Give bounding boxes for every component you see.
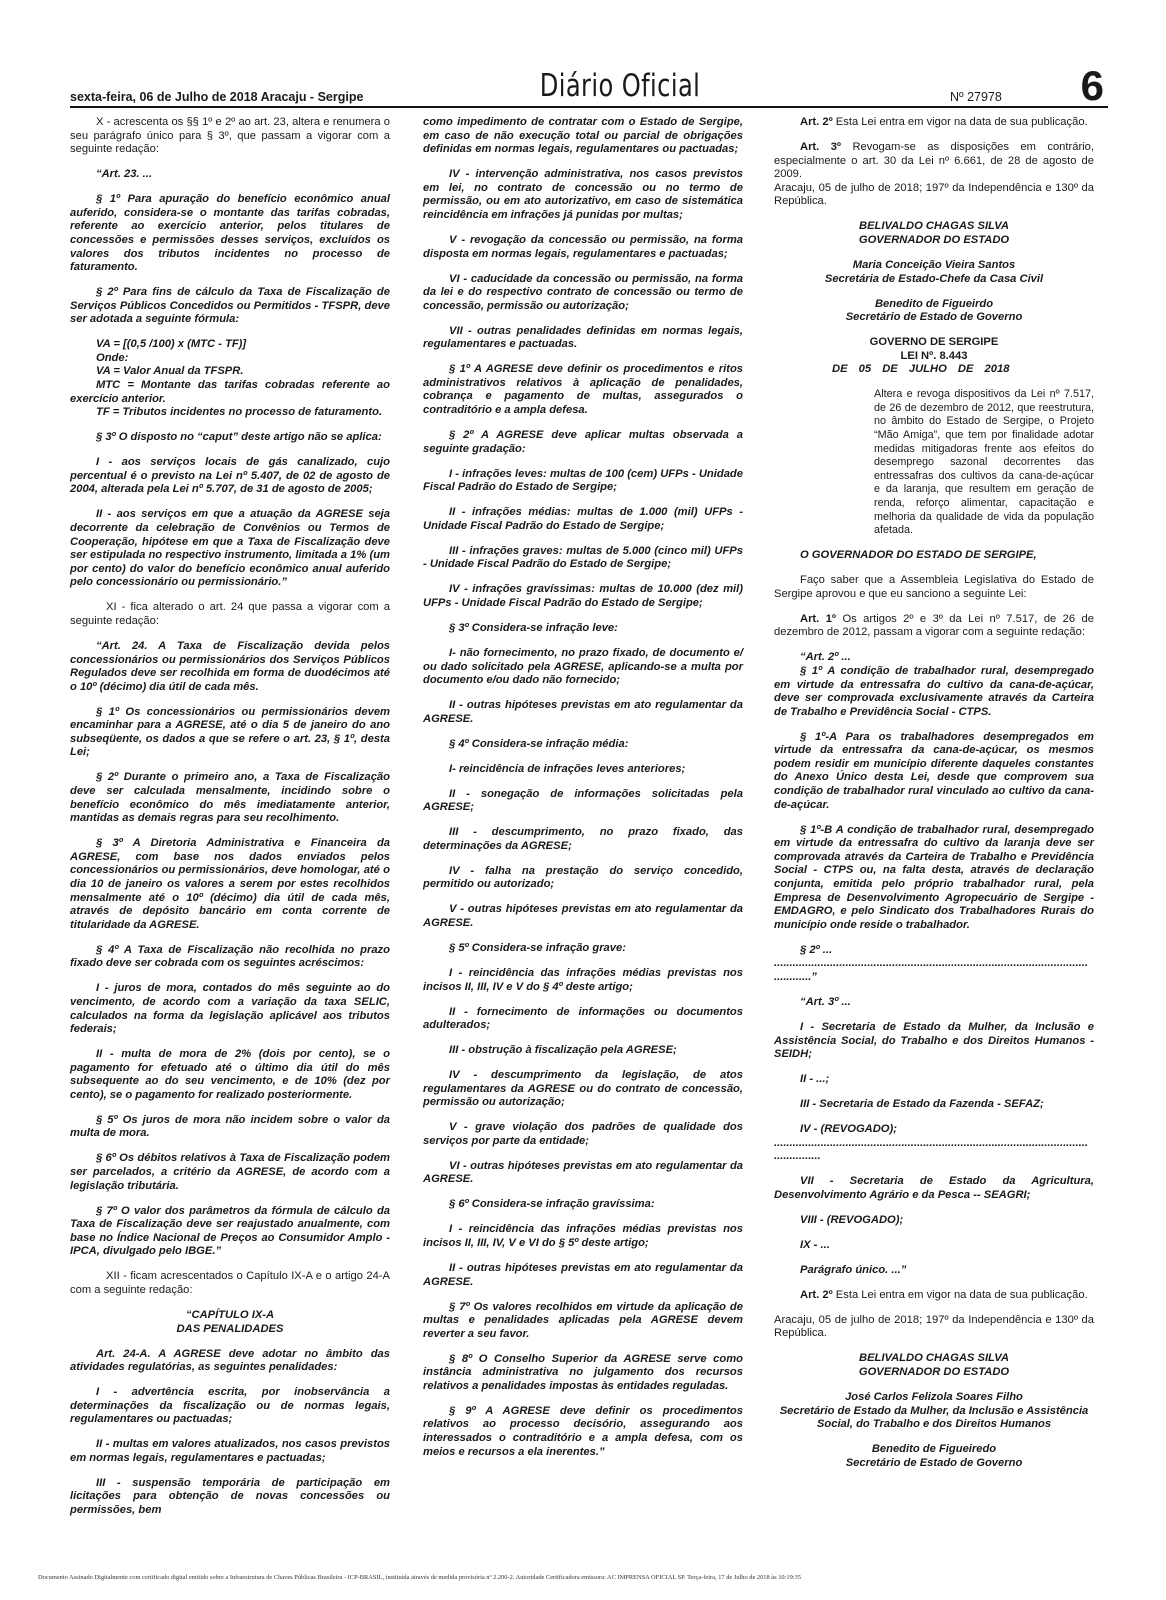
paragraph: Faço saber que a Assembleia Legislativa do Estado de Sergipe aprovou e que eu sanciono a seguinte Lei:	[774, 574, 1094, 600]
article-2	[774, 116, 1094, 130]
signatory-name: BELIVALDO CHAGAS SILVA	[858, 220, 1009, 233]
place-date: Aracaju, 05 de julho de 2018; 197º da Independência e 130º da República.	[774, 1313, 1094, 1340]
column-2	[423, 116, 743, 1471]
paragraph: V - outras hipóteses previstas em ato regulamentar da AGRESE.	[423, 903, 743, 929]
signatory-name: José Carlos Felizola Soares Filho	[845, 1390, 1023, 1403]
paragraph: II - infrações médias: multas de 1.000 (mil) UFPs - Unidade Fiscal Padrão do Estado de Sergipe;	[423, 506, 743, 532]
paragraph: § 3º Considera-se infração leve:	[449, 621, 618, 634]
paragraph: § 4º Considera-se infração média:	[449, 737, 629, 750]
paragraph: “Art. 24. A Taxa de Fiscalização devida pelos concessionários ou permissionários dos Serviços Públicos Regulados deve ser recolhida em forma de duodécimos até o 10º (décimo) dia útil de cada mês.	[70, 639, 390, 693]
paragraph: X - acrescenta os §§ 1º e 2º ao art. 23, altera e renumera o seu parágrafo único para § 3º, que passam a vigorar com a seguinte redação:	[70, 116, 390, 156]
paragraph: III - infrações graves: multas de 5.000 (cinco mil) UFPs - Unidade Fiscal Padrão do Estado de Sergipe;	[423, 544, 743, 571]
article-text: Esta Lei entra em vigor na data de sua publicação.	[835, 116, 1088, 128]
article-label: Art. 1º	[800, 612, 837, 625]
paragraph: XI - fica alterado o art. 24 que passa a vigorar com a seguinte redação:	[70, 601, 390, 627]
article-label: Art. 3º	[800, 140, 841, 153]
paragraph: § 7º Os valores recolhidos em virtude da aplicação de multas e penalidades aplicadas pela AGRESE devem reverter a seu favor.	[423, 1300, 743, 1340]
paragraph: § 2º Para fins de cálculo da Taxa de Fiscalização de Serviços Públicos Concedidos ou Permitidos - TFSPR, deve ser adotada a seguinte fórmula:	[70, 286, 390, 326]
issue-date: sexta-feira, 06 de Julho de 2018 Aracaju - Sergipe	[70, 90, 364, 104]
paragraph: § 5º Considera-se infração grave:	[449, 941, 626, 954]
article-text: Esta Lei entra em vigor na data de sua publicação.	[835, 1288, 1088, 1301]
paragraph: § 2º Durante o primeiro ano, a Taxa de Fiscalização deve ser calculada mensalmente, incidindo sobre o benefício econômico do mês imediatamente anterior, mantidas as demais regras para seu recolhimento.	[70, 771, 390, 825]
signatory-name: Benedito de Figueiredo	[871, 1443, 997, 1456]
formula-line: VA = Valor Anual da TFSPR.	[96, 365, 244, 378]
paragraph: XII - ficam acrescentados o Capítulo IX-A e o artigo 24-A com a seguinte redação:	[70, 1270, 390, 1296]
signatory-role: Secretária de Estado-Chefe da Casa Civil	[824, 272, 1044, 285]
formula-line: TF = Tributos incidentes no processo de faturamento.	[96, 406, 383, 419]
paragraph: § 6º Considera-se infração gravíssima:	[449, 1198, 655, 1211]
article-text: Os artigos 2º e 3º da Lei nº 7.517, de 26 de dezembro de 2012, passam a vigorar com a seguinte redação:	[774, 612, 1095, 639]
paragraph: § 1º-B A condição de trabalhador rural, desempregado em virtude da entressafra do cultivo da laranja deve ser comprovada através da Carteira de Trabalho e Previdência Social - CTPS ou, na falta desta, através de declaração conjunta, emitida pelo próprio trabalhador rural, pela Empresa de Desenvolvimento Agropecuário de Sergipe - EMDAGRO, e pelo Sindicato dos Trabalhadores Rurais do município onde reside o trabalhador.	[774, 823, 1094, 931]
chapter-title: DAS PENALIDADES	[176, 1322, 284, 1335]
paragraph: I - infrações leves: multas de 100 (cem) UFPs - Unidade Fiscal Padrão do Estado de Sergipe;	[423, 467, 743, 494]
paragraph: § 4º A Taxa de Fiscalização não recolhida no prazo fixado deve ser cobrada com os seguintes acréscimos:	[70, 943, 390, 970]
paragraph: VI - outras hipóteses previstas em ato regulamentar da AGRESE.	[423, 1159, 743, 1186]
signatory-role: Secretário de Estado de Governo	[845, 1456, 1023, 1469]
signatory-role: Secretário de Estado de Governo	[845, 311, 1023, 324]
paragraph: II - multa de mora de 2% (dois por cento), se o pagamento for efetuado até o último dia útil do mês subsequente ao do seu vencimento, e de 10% (dez por cento), se o pagamento for realizado posteriormente.	[70, 1048, 390, 1101]
paragraph: § 2º ...	[800, 943, 833, 956]
article-1	[774, 613, 1094, 640]
paragraph: II - aos serviços em que a atuação da AGRESE seja decorrente da celebração de Convênios ou Termos de Cooperação, hipótese em que a Taxa de Fiscalização deve ser estipulada no respectivo instrumento, limitada a 1% (um por cento) do valor do benefício econômico anual auferido pelo concessionário ou permissionário.”	[70, 508, 390, 589]
paragraph: II - ...;	[800, 1073, 830, 1086]
header-rule	[70, 106, 1108, 108]
signatory-name: BELIVALDO CHAGAS SILVA	[858, 1352, 1009, 1365]
article-text: Revogam-se as disposições em contrário, especialmente o art. 30 da Lei nº 6.661, de 28 de agosto de 2009.	[774, 140, 1094, 181]
paragraph: § 1º A AGRESE deve definir os procedimentos e ritos administrativos relativos à aplicação de penalidades, cobrança e pagamento de multas, assegurados o contraditório e a ampla defesa.	[423, 363, 743, 417]
law-summary: Altera e revoga dispositivos da Lei nº 7.517, de 26 de dezembro de 2012, que reestrutura, no âmbito do Estado de Sergipe, o Projeto “Mão Amiga”, que tem por finalidade adotar medidas mitigadoras frente aos efeitos do desemprego sazonal decorrentes das entressafras dos cultivos da cana-de-açúcar e da laranja, que resultem em geração de renda, reforço alimentar, capacitação e melhoria da qualidade de vida da população afetada.	[874, 388, 1094, 537]
paragraph: VII - outras penalidades definidas em normas legais, regulamentares e pactuadas.	[423, 324, 743, 351]
ellipsis-line: .....................................................................................................	[774, 957, 1088, 970]
paragraph: I- não fornecimento, no prazo fixado, de documento e/ ou dado solicitado pela AGRESE, aplicando-se a multa por documento e/ou dado não fornecido;	[423, 646, 743, 687]
paragraph: II - fornecimento de informações ou documentos adulterados;	[423, 1005, 743, 1032]
signatory-role: GOVERNADOR DO ESTADO	[858, 233, 1010, 246]
newspaper-title: Diário Oficial	[539, 68, 701, 104]
paragraph: II - outras hipóteses previstas em ato regulamentar da AGRESE.	[423, 699, 743, 725]
paragraph: II - sonegação de informações solicitadas pela AGRESE;	[423, 787, 743, 814]
paragraph: I - advertência escrita, por inobservância a determinações da fiscalização ou de normas legais, regulamentares ou pactuadas;	[70, 1386, 390, 1426]
paragraph: como impedimento de contratar com o Estado de Sergipe, em caso de não execução total ou parcial de obrigações definidas em normas legais, regulamentares ou pactuadas;	[423, 116, 743, 156]
formula-line: MTC = Montante das tarifas cobradas referente ao exercício anterior.	[70, 379, 390, 405]
ellipsis-line: ...............	[774, 1150, 821, 1163]
paragraph: V - revogação da concessão ou permissão, na forma disposta em normas legais, regulamentares e pactuadas;	[423, 233, 743, 260]
paragraph: II - outras hipóteses previstas em ato regulamentar da AGRESE.	[423, 1261, 743, 1288]
paragraph: Art. 24-A. A AGRESE deve adotar no âmbito das atividades regulatórias, as seguintes penalidades:	[70, 1347, 390, 1374]
paragraph: § 1º A condição de trabalhador rural, desempregado em virtude da entressafra do cultivo da cana-de-açúcar, deve ser comprovada exclusivamente através da Carteira de Trabalho e Previdência Social - CTPS.	[774, 664, 1094, 718]
paragraph: § 6º Os débitos relativos à Taxa de Fiscalização podem ser parcelados, a critério da AGRESE, de acordo com a legislação tributária.	[70, 1152, 390, 1192]
paragraph: IV - infrações gravíssimas: multas de 10.000 (dez mil) UFPs - Unidade Fiscal Padrão do Estado de Sergipe;	[423, 583, 743, 609]
paragraph: “Art. 23. ...	[96, 168, 152, 181]
quote-start: “Art. 3º ...	[800, 995, 851, 1008]
paragraph: Parágrafo único. ...”	[800, 1263, 907, 1276]
paragraph: § 9º A AGRESE deve definir os procedimentos relativos ao processo decisório, assegurando aos interessados o contraditório e a ampla defesa, com os meios e recursos a ela inerentes.”	[423, 1404, 743, 1458]
article-2b	[774, 1289, 1094, 1303]
place-date: Aracaju, 05 de julho de 2018; 197º da Independência e 130º da República.	[774, 181, 1094, 208]
paragraph: § 2º A AGRESE deve aplicar multas observada a seguinte gradação:	[423, 429, 743, 455]
paragraph: III - Secretaria de Estado da Fazenda - SEFAZ;	[800, 1098, 1044, 1111]
paragraph: VII - Secretaria de Estado da Agricultura, Desenvolvimento Agrário e da Pesca -- SEAGRI;	[774, 1175, 1094, 1201]
paragraph: § 1º Os concessionários ou permissionários devem encaminhar para a AGRESE, até o dia 5 de janeiro do ano subseqüente, os dados a que se refere o art. 23, § 1º, desta Lei;	[70, 705, 390, 759]
signatory-name: Maria Conceição Vieira Santos	[852, 258, 1016, 271]
chapter-heading: “CAPÍTULO IX-A	[185, 1308, 275, 1321]
paragraph: III - obstrução à fiscalização pela AGRESE;	[449, 1044, 677, 1057]
signatory-role: GOVERNADOR DO ESTADO	[858, 1365, 1010, 1378]
paragraph: IV - descumprimento da legislação, de atos regulamentares da AGRESE ou do contrato de concessão, permissão ou autorização;	[423, 1069, 743, 1109]
paragraph: IX - ...	[800, 1238, 830, 1251]
page-number: 6	[1080, 62, 1104, 109]
law-number: LEI Nº. 8.443	[900, 349, 968, 362]
column-3	[774, 116, 1094, 1482]
paragraph: § 3º A Diretoria Administrativa e Financeira da AGRESE, com base nos dados enviados pelos concessionários ou permissionários, deve homologar, até o dia 10 de janeiro os valores a serem por estes recolhidos mensalmente até o 10º (décimo) dia útil de cada mês, através de depósito bancário em conta corrente de titularidade da AGRESE.	[70, 837, 390, 931]
ellipsis-line: ............”	[774, 970, 817, 983]
article-label: Art. 2º	[800, 116, 833, 128]
paragraph: I - aos serviços locais de gás canalizado, cujo percentual é o previsto na Lei nº 5.407, de 02 de agosto de 2004, alterada pela Lei nº 5.707, de 31 de agosto de 2005;	[70, 456, 390, 496]
paragraph: I - Secretaria de Estado da Mulher, da Inclusão e Assistência Social, do Trabalho e dos Direitos Humanos - SEIDH;	[774, 1020, 1094, 1061]
paragraph: III - suspensão temporária de participação em licitações para obtenção de novas concessões ou permissões, bem	[70, 1476, 390, 1517]
paragraph: I - reincidência das infrações médias previstas nos incisos II, III, IV e V do § 4º deste artigo;	[423, 966, 743, 993]
paragraph: I - reincidência das infrações médias previstas nos incisos II, III, IV, V e VI do § 5º deste artigo;	[423, 1223, 743, 1249]
paragraph: III - descumprimento, no prazo fixado, das determinações da AGRESE;	[423, 826, 743, 852]
paragraph: § 8º O Conselho Superior da AGRESE serve como instância administrativa no julgamento dos recursos relativos a penalidades impostas às entidades reguladas.	[423, 1352, 743, 1392]
paragraph: IV - falha na prestação do serviço concedido, permitido ou autorizado;	[423, 864, 743, 891]
paragraph: VI - caducidade da concessão ou permissão, na forma da lei e do respectivo contrato de concessão ou termo de concessão, permissão ou autorização;	[423, 272, 743, 312]
issue-number: Nº 27978	[950, 90, 1002, 104]
ellipsis-line: .....................................................................................................	[774, 1136, 1088, 1149]
paragraph: § 3º O disposto no “caput” deste artigo não se aplica:	[96, 431, 382, 444]
paragraph: II - multas em valores atualizados, nos casos previstos em normas legais, regulamentares e pactuadas;	[70, 1438, 390, 1464]
paragraph: IV - (REVOGADO);	[800, 1123, 897, 1136]
paragraph: § 1º-A Para os trabalhadores desempregados em virtude da entressafra da cana-de-açúcar, os mesmos podem residir em município diferente daqueles constantes do Anexo Único desta Lei, desde que comprovem sua condição de trabalhador rural vinculado ao cultivo da cana-de-açúcar.	[774, 730, 1094, 811]
paragraph: IV - intervenção administrativa, nos casos previstos em lei, no contrato de concessão ou no termo de permissão, ou em ato autorizativo, em caso de sistemática reincidência em infrações já punidas por multas;	[423, 168, 743, 221]
paragraph: § 5º Os juros de mora não incidem sobre o valor da multa de mora.	[70, 1113, 390, 1140]
page-header	[70, 62, 1108, 109]
signatory-name: Benedito de Figueirdo	[874, 297, 994, 310]
government-heading: GOVERNO DE SERGIPE	[869, 336, 999, 349]
paragraph: § 1º Para apuração do benefício econômico anual auferido, considera-se o montante das tarifas cobradas, referente ao exercício anterior, pelos titulares de concessões e permissões desses serviços, excluídos os valores dos tributos incidentes no processo de faturamento.	[70, 193, 390, 274]
article-3	[774, 141, 1094, 182]
formula: VA = [(0,5 /100) x (MTC - TF)]	[96, 338, 247, 351]
paragraph: § 7º O valor dos parâmetros da fórmula de cálculo da Taxa de Fiscalização deve ser reajustado anualmente, com base no Índice Nacional de Preços ao Consumidor Amplo - IPCA, divulgado pelo IBGE.”	[70, 1204, 390, 1258]
law-date: DE 05 DE JULHO DE 2018	[832, 363, 1010, 376]
quote-start: “Art. 2º ...	[800, 651, 851, 664]
article-label: Art. 2º	[800, 1288, 833, 1301]
paragraph: VIII - (REVOGADO);	[800, 1213, 904, 1226]
paragraph: I - juros de mora, contados do mês seguinte ao do vencimento, de acordo com a variação da taxa SELIC, calculados na forma da legislação aplicável aos tributos federais;	[70, 982, 390, 1036]
signatory-role: Secretário de Estado da Mulher, da Inclusão e Assistência Social, do Trabalho e dos Direitos Humanos	[779, 1404, 1089, 1431]
digital-signature-footer: Documento Assinado Digitalmente com certificado digital emitido sobre a Infraestrutura de Chaves Públicas Brasileira - ICP-BRASIL, instituída através de medida provisória nº 2.200-2. Autoridade Certificadora emissora: AC IMPRENSA OFICIAL SP. Terça-feira, 17 de Julho de 2018 às 10:19:35	[38, 1574, 801, 1581]
column-1	[70, 116, 390, 1529]
governor-line: O GOVERNADOR DO ESTADO DE SERGIPE,	[800, 549, 1037, 562]
paragraph: V - grave violação dos padrões de qualidade dos serviços por parte da entidade;	[423, 1121, 743, 1147]
paragraph: I- reincidência de infrações leves anteriores;	[449, 762, 686, 775]
formula-line: Onde:	[96, 351, 129, 364]
